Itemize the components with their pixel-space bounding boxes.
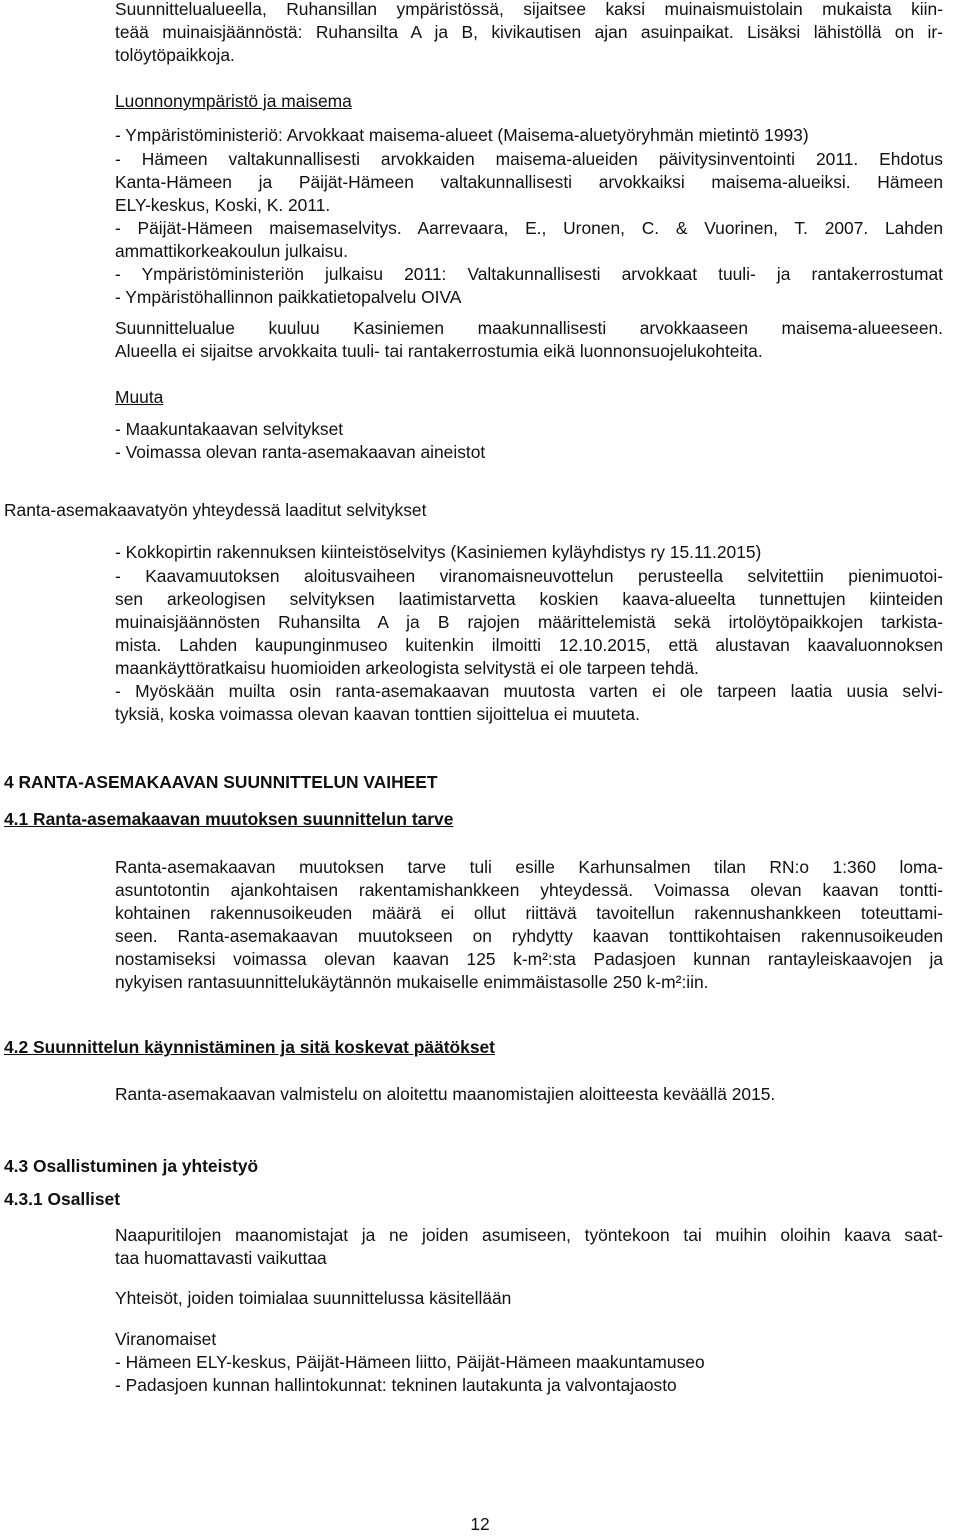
page-number: 12 (470, 1514, 490, 1534)
neighbors-line: Naapuritilojen maanomistajat ja ne joiden asumiseen, työntekoon tai muihin oloihin kaava saat- (115, 1225, 943, 1245)
section-4-3-1-heading: 4.3.1 Osalliset (4, 1189, 121, 1209)
landscape-line: Kanta-Hämeen ja Päijät-Hämeen valtakunnallisesti arvokkaiksi maisema-alueiksi. Hämeen (115, 172, 943, 192)
landscape-line: - Päijät-Hämeen maisemaselvitys. Aarrevaara, E., Uronen, C. & Vuorinen, T. 2007. Lahden (115, 218, 943, 238)
authorities-title: Viranomaiset (115, 1329, 217, 1349)
landscape-line: - Ympäristöministeriön julkaisu 2011: Valtakunnallisesti arvokkaat tuuli- ja rantakerrostumat (115, 264, 943, 284)
other-line: - Maakuntakaavan selvitykset (115, 419, 344, 439)
studies-line: mista. Lahden kaupunginmuseo kuitenkin ilmoitti 12.10.2015, että alustavan kaavaluonnoksen (115, 635, 943, 655)
intro-line-1: Suunnittelualueella, Ruhansillan ympäristössä, sijaitsee kaksi muinaismuistolain mukaista kiin- (115, 0, 943, 19)
section-4-1-line: nostamiseksi voimassa olevan kaavan 125 k-m²:sta Padasjoen kunnan rantayleiskaavojen ja (115, 949, 943, 969)
section-4-1-line: Ranta-asemakaavan muutoksen tarve tuli esille Karhunsalmen tilan RN:o 1:360 loma- (115, 857, 943, 877)
studies-line: - Kokkopirtin rakennuksen kiinteistöselvitys (Kasiniemen kyläyhdistys ry 15.11.2015) (115, 542, 762, 562)
section-4-2-heading: 4.2 Suunnittelun käynnistäminen ja sitä koskevat päätökset (4, 1037, 495, 1057)
section-4-1-line: asuntotontin ajankohtaisen rakentamishankkeen yhteydessä. Voimassa olevan kaavan tontti- (115, 880, 943, 900)
studies-line: maankäyttöratkaisu huomioiden arkeologista selvitystä ei ole tarpeen tehdä. (115, 658, 699, 678)
landscape-paragraph-line: Suunnittelualue kuuluu Kasiniemen maakunnallisesti arvokkaaseen maisema-alueeseen. (115, 318, 943, 338)
studies-line: - Myöskään muilta osin ranta-asemakaavan muutosta varten ei ole tarpeen laatia uusia selvi- (115, 681, 943, 701)
studies-line: - Kaavamuutoksen aloitusvaiheen viranomaisneuvottelun perusteella selvitettiin pienimuotoi- (115, 566, 943, 586)
landscape-line: ELY-keskus, Koski, K. 2011. (115, 195, 331, 215)
section-4-2-text: Ranta-asemakaavan valmistelu on aloitettu maanomistajien aloitteesta keväällä 2015. (115, 1084, 776, 1104)
landscape-line: - Ympäristöhallinnon paikkatietopalvelu OIVA (115, 287, 462, 307)
communities-line: Yhteisöt, joiden toimialaa suunnittelussa käsitellään (115, 1288, 512, 1308)
other-heading: Muuta (115, 387, 164, 407)
section-4-1-line: kohtainen rakennusoikeuden määrä ei ollut riittävä tavoitellun rakennushankkeen toteuttami- (115, 903, 943, 923)
studies-line: tyksiä, koska voimassa olevan kaavan tonttien sijoittelua ei muuteta. (115, 704, 640, 724)
landscape-line: ammattikorkeakoulun julkaisu. (115, 241, 348, 261)
studies-line: muinaisjäännösten Ruhansilta A ja B rajojen määrittelemistä sekä irtolöytöpaikkojen tarkista- (115, 612, 943, 632)
studies-heading: Ranta-asemakaavatyön yhteydessä laaditut selvitykset (4, 500, 427, 520)
authorities-line: - Padasjoen kunnan hallintokunnat: tekninen lautakunta ja valvontajaosto (115, 1375, 677, 1395)
landscape-line: - Ympäristöministeriö: Arvokkaat maisema-alueet (Maisema-aluetyöryhmän mietintö 1993) (115, 125, 809, 145)
authorities-line: - Hämeen ELY-keskus, Päijät-Hämeen liitto, Päijät-Hämeen maakuntamuseo (115, 1352, 705, 1372)
landscape-heading: Luonnonympäristö ja maisema (115, 91, 352, 111)
studies-line: sen arkeologisen selvityksen laatimistarvetta koskien kaava-alueelta tunnettujen kiinteiden (115, 589, 943, 609)
section-4-3-heading: 4.3 Osallistuminen ja yhteistyö (4, 1156, 259, 1176)
landscape-paragraph-line: Alueella ei sijaitse arvokkaita tuuli- tai rantakerrostumia eikä luonnonsuojelukohteita. (115, 341, 763, 361)
intro-line-3: tolöytöpaikkoja. (115, 45, 235, 65)
neighbors-line: taa huomattavasti vaikuttaa (115, 1248, 327, 1268)
section-4-heading: 4 RANTA-ASEMAKAAVAN SUUNNITTELUN VAIHEET (4, 772, 438, 792)
section-4-1-heading: 4.1 Ranta-asemakaavan muutoksen suunnittelun tarve (4, 809, 454, 829)
section-4-1-line: nykyisen rantasuunnittelukäytännön mukaiselle enimmäistasolle 250 k-m²:iin. (115, 972, 709, 992)
section-4-1-line: seen. Ranta-asemakaavan muutokseen on ryhdytty kaavan tonttikohtaisen rakennusoikeuden (115, 926, 943, 946)
intro-line-2: teää muinaisjäännöstä: Ruhansilta A ja B, kivikautisen ajan asuinpaikat. Lisäksi lähistöllä on ir- (115, 22, 943, 42)
other-line: - Voimassa olevan ranta-asemakaavan aineistot (115, 442, 486, 462)
landscape-line: - Hämeen valtakunnallisesti arvokkaiden maisema-alueiden päivitysinventointi 2011. Ehdotus (115, 149, 943, 169)
